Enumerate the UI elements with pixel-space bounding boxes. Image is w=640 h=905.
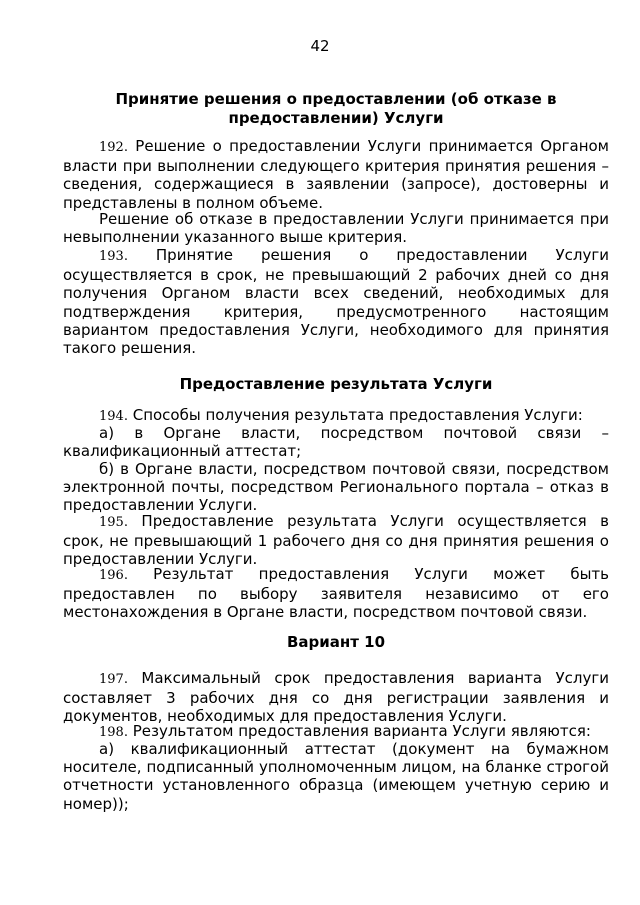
paragraph-text: б) в Органе власти, посредством почтовой связи, посредством электронной почты, посредством Регионального портала – отказ в предоставлении Услуги. (63, 460, 609, 515)
paragraph-text: Максимальный срок предоставления варианта Услуги составляет 3 рабочих дня со дня регистрации заявления и документов, необходимых для предоставления Услуги. (63, 669, 609, 726)
paragraph-number: 194. (99, 409, 128, 424)
paragraph-text: Предоставление результата Услуги осуществляется в срок, не превышающий 1 рабочего дня со дня принятия решения о предоставлении Услуги. (63, 512, 609, 569)
paragraph (63, 512, 609, 569)
paragraph-text: а) квалификационный аттестат (документ на бумажном носителе, подписанный уполномоченным лицом, на бланке строгой отчетности установленного образца (имеющем учетную серию и номер)); (63, 740, 609, 813)
section-heading (63, 633, 609, 652)
paragraph-text: Результат предоставления Услуги может быть предоставлен по выбору заявителя независимо от его местонахождения в Органе власти, посредством почтовой связи. (63, 565, 609, 622)
section-heading (63, 90, 609, 128)
paragraph-text: Принятие решения о предоставлении Услуги осуществляется в срок, не превышающий 2 рабочих дней со дня получения Органом власти всех сведений, необходимых для подтверждения критерия, предусмотренного настоящим вариантом предоставления Услуги, необходимого для принятия такого решения. (63, 246, 609, 358)
paragraph-text: Результатом предоставления варианта Услуги являются: (127, 722, 591, 740)
paragraph (63, 210, 609, 246)
section-heading (63, 375, 609, 394)
paragraph-number: 196. (99, 568, 128, 583)
heading-line: Принятие решения о предоставлении (об отказе в (115, 90, 557, 108)
paragraph-number: 198. (99, 725, 128, 740)
list-item (63, 424, 609, 460)
list-item (63, 740, 609, 813)
paragraph-text: Решение об отказе в предоставлении Услуги принимается при невыполнении указанного выше критерия. (63, 210, 609, 247)
paragraph-text: а) в Органе власти, посредством почтовой связи – квалификационный аттестат; (63, 424, 609, 461)
paragraph-text: Способы получения результата предоставления Услуги: (127, 406, 583, 424)
paragraph (63, 137, 609, 212)
paragraph (63, 669, 609, 726)
heading-line: Вариант 10 (286, 633, 386, 651)
paragraph (63, 246, 609, 357)
heading-line: предоставлении) Услуги (228, 109, 444, 127)
paragraph-number: 192. (99, 140, 128, 155)
paragraph-number: 193. (99, 249, 128, 264)
heading-line: Предоставление результата Услуги (179, 375, 493, 393)
paragraph-number: 195. (99, 515, 128, 530)
list-item (63, 460, 609, 515)
page-number: 42 (310, 37, 330, 55)
paragraph-text: Решение о предоставлении Услуги принимается Органом власти при выполнении следующего критерия принятия решения – сведения, содержащиеся в заявлении (запросе), достоверны и представлены в полном объеме. (63, 137, 609, 212)
paragraph-number: 197. (99, 672, 128, 687)
paragraph (63, 565, 609, 622)
